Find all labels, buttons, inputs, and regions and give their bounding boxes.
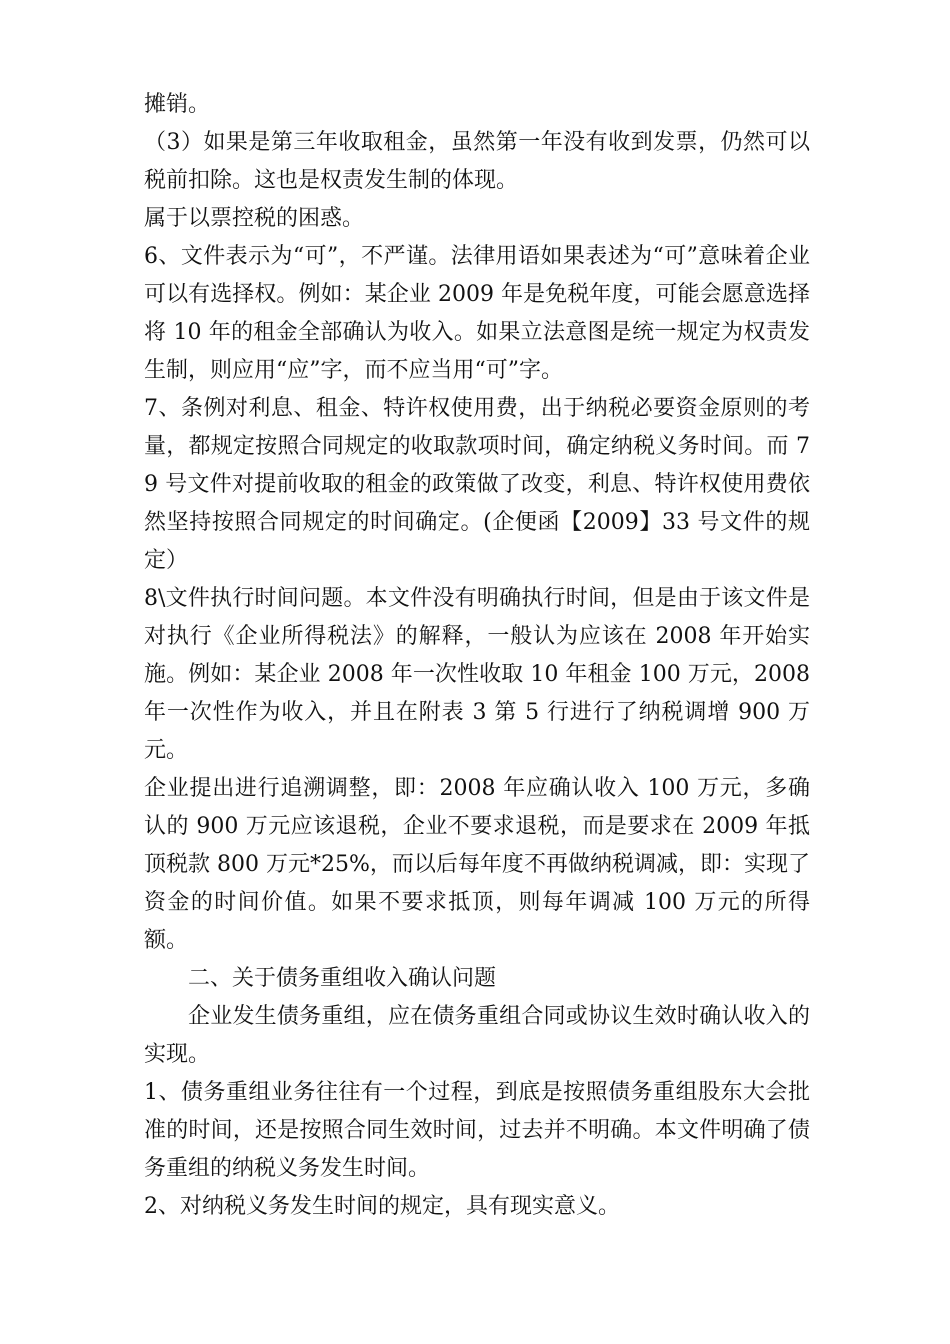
section-heading-debt-restructuring: 二、关于债务重组收入确认问题	[188, 966, 497, 991]
paragraph-point-6: 6、文件表示为“可”，不严谨。法律用语如果表述为“可”意味着企业可以有选择权。例如：某企业 2009 年是免税年度，可能会愿意选择将 10 年的租金全部确认为收入。如果立法意图是统一规定为权责发生制，则应用“应”字，而不应当用“可”字。	[144, 244, 810, 383]
paragraph-invoice-control: 属于以票控税的困惑。	[144, 206, 365, 231]
paragraph-point-8: 8\文件执行时间问题。本文件没有明确执行时间，但是由于该文件是对执行《企业所得税法》的解释，一般认为应该在 2008 年开始实施。例如：某企业 2008 年一次性收取 10 年租金 100 万元，2008 年一次性作为收入，并且在附表 3 第 5 行进行了纳税调增 900 万元。	[144, 586, 810, 763]
paragraph-retroactive-adjustment: 企业提出进行追溯调整，即：2008 年应确认收入 100 万元，多确认的 900 万元应该退税，企业不要求退税，而是要求在 2009 年抵顶税款 800 万元*25%，而以后每年度不再做纳税调减，即：实现了资金的时间价值。如果不要求抵顶，则每年调减 100 万元的所得额。	[144, 776, 810, 953]
paragraph-debt-point-2: 2、对纳税义务发生时间的规定，具有现实意义。	[144, 1194, 620, 1219]
paragraph-amortization: 摊销。	[144, 92, 211, 117]
paragraph-debt-restructuring-rule: 企业发生债务重组，应在债务重组合同或协议生效时确认收入的实现。	[144, 1004, 810, 1067]
document-body	[144, 86, 810, 1226]
paragraph-item-3: （3）如果是第三年收取租金，虽然第一年没有收到发票，仍然可以税前扣除。这也是权责发生制的体现。	[144, 130, 810, 193]
paragraph-debt-point-1: 1、债务重组业务往往有一个过程，到底是按照债务重组股东大会批准的时间，还是按照合同生效时间，过去并不明确。本文件明确了债务重组的纳税义务发生时间。	[144, 1080, 810, 1181]
paragraph-point-7: 7、条例对利息、租金、特许权使用费，出于纳税必要资金原则的考量，都规定按照合同规定的收取款项时间，确定纳税义务时间。而 79 号文件对提前收取的租金的政策做了改变，利息、特许权使用费依然坚持按照合同规定的时间确定。(企便函【2009】33 号文件的规定）	[144, 396, 810, 573]
